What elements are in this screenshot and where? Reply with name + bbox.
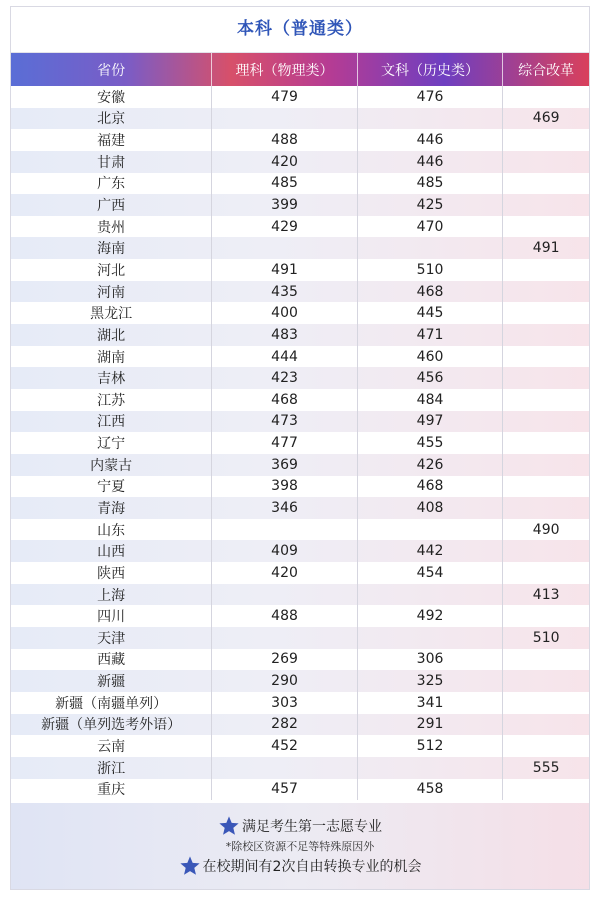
- table-row: [11, 476, 589, 498]
- science-score-cell: 479: [212, 86, 358, 108]
- province-cell: 重庆: [11, 779, 212, 801]
- table-row: [11, 627, 589, 649]
- table-row: [11, 151, 589, 173]
- reform-score-cell: [503, 259, 589, 281]
- arts-score-cell: 425: [358, 194, 504, 216]
- table-row: [11, 735, 589, 757]
- table-row: [11, 302, 589, 324]
- province-cell: 黑龙江: [11, 302, 212, 324]
- arts-score-cell: 454: [358, 562, 504, 584]
- science-score-cell: [212, 519, 358, 541]
- science-score-cell: 473: [212, 411, 358, 433]
- table-row: [11, 779, 589, 801]
- reform-score-cell: [503, 173, 589, 195]
- arts-score-cell: 442: [358, 540, 504, 562]
- table-row: [11, 649, 589, 671]
- arts-score-cell: 408: [358, 497, 504, 519]
- science-score-cell: 409: [212, 540, 358, 562]
- table-row: [11, 497, 589, 519]
- science-score-cell: 399: [212, 194, 358, 216]
- table-row: [11, 519, 589, 541]
- reform-score-cell: [503, 454, 589, 476]
- footer-line-1: [11, 815, 589, 837]
- reform-score-cell: [503, 346, 589, 368]
- science-score-cell: 282: [212, 714, 358, 736]
- science-score-cell: 290: [212, 670, 358, 692]
- footer-line-1-text: 满足考生第一志愿专业: [242, 819, 382, 835]
- province-cell: 上海: [11, 584, 212, 606]
- science-score-cell: 420: [212, 151, 358, 173]
- science-score-cell: 483: [212, 324, 358, 346]
- science-score-cell: 429: [212, 216, 358, 238]
- arts-score-cell: [358, 519, 504, 541]
- reform-score-cell: 413: [532, 586, 560, 603]
- arts-score-cell: 426: [358, 454, 504, 476]
- reform-score-cell: [503, 540, 589, 562]
- table-row: [11, 173, 589, 195]
- reform-score-cell: [503, 324, 589, 346]
- province-cell: 青海: [11, 497, 212, 519]
- reform-score-cell: [503, 151, 589, 173]
- province-cell: 云南: [11, 735, 212, 757]
- province-cell: 江西: [11, 411, 212, 433]
- arts-score-cell: [358, 237, 504, 259]
- table-title: 本科（普通类）: [11, 7, 589, 53]
- arts-score-cell: 471: [358, 324, 504, 346]
- reform-score-cell: [503, 411, 589, 433]
- arts-score-cell: [358, 108, 504, 130]
- table-row: [11, 346, 589, 368]
- province-cell: 西藏: [11, 649, 212, 671]
- arts-score-cell: 456: [358, 367, 504, 389]
- province-cell: 浙江: [11, 757, 212, 779]
- province-cell: 甘肃: [11, 151, 212, 173]
- province-cell: 北京: [11, 108, 212, 130]
- table-row: [11, 194, 589, 216]
- table-row: [11, 367, 589, 389]
- reform-score-cell: [503, 194, 589, 216]
- science-score-cell: 420: [212, 562, 358, 584]
- province-cell: 江苏: [11, 389, 212, 411]
- science-score-cell: 400: [212, 302, 358, 324]
- table-row: [11, 714, 589, 736]
- table-row: [11, 86, 589, 108]
- table-row: [11, 108, 589, 130]
- arts-score-cell: 497: [358, 411, 504, 433]
- province-cell: 吉林: [11, 367, 212, 389]
- science-score-cell: 269: [212, 649, 358, 671]
- table-row: [11, 237, 589, 259]
- province-cell: 山东: [11, 519, 212, 541]
- table-row: [11, 605, 589, 627]
- reform-score-cell: [503, 649, 589, 671]
- province-cell: 安徽: [11, 86, 212, 108]
- province-cell: 河南: [11, 281, 212, 303]
- arts-score-cell: [358, 757, 504, 779]
- science-score-cell: [212, 237, 358, 259]
- province-cell: 天津: [11, 627, 212, 649]
- province-cell: 湖北: [11, 324, 212, 346]
- star-icon: [218, 815, 240, 837]
- arts-score-cell: 455: [358, 432, 504, 454]
- science-score-cell: [212, 757, 358, 779]
- arts-score-cell: 512: [358, 735, 504, 757]
- science-score-cell: 488: [212, 129, 358, 151]
- reform-score-cell: [503, 476, 589, 498]
- footer-line-3: [11, 855, 589, 877]
- province-cell: 内蒙古: [11, 454, 212, 476]
- arts-score-cell: 325: [358, 670, 504, 692]
- science-score-cell: 468: [212, 389, 358, 411]
- province-cell: 贵州: [11, 216, 212, 238]
- science-score-cell: 485: [212, 173, 358, 195]
- province-cell: 广东: [11, 173, 212, 195]
- reform-score-cell: [503, 605, 589, 627]
- table-row: [11, 324, 589, 346]
- table-row: [11, 692, 589, 714]
- science-score-cell: 477: [212, 432, 358, 454]
- reform-score-cell: [503, 735, 589, 757]
- reform-score-cell: 491: [532, 240, 560, 257]
- reform-score-cell: [503, 714, 589, 736]
- province-cell: 广西: [11, 194, 212, 216]
- reform-score-cell: [503, 129, 589, 151]
- table-row: [11, 411, 589, 433]
- table-body: [11, 86, 589, 800]
- arts-score-cell: 476: [358, 86, 504, 108]
- science-score-cell: [212, 108, 358, 130]
- footer-line-3-text: 在校期间有2次自由转换专业的机会: [202, 859, 422, 875]
- reform-score-cell: [503, 389, 589, 411]
- science-score-cell: 346: [212, 497, 358, 519]
- table-row: [11, 670, 589, 692]
- arts-score-cell: 291: [358, 714, 504, 736]
- reform-score-cell: 469: [532, 110, 560, 127]
- reform-score-cell: [503, 670, 589, 692]
- science-score-cell: 452: [212, 735, 358, 757]
- table-row: [11, 259, 589, 281]
- header-reform: 综合改革: [518, 62, 575, 79]
- province-cell: 新疆（南疆单列）: [11, 692, 212, 714]
- arts-score-cell: 445: [358, 302, 504, 324]
- province-cell: 宁夏: [11, 476, 212, 498]
- science-score-cell: 488: [212, 605, 358, 627]
- province-cell: 河北: [11, 259, 212, 281]
- arts-score-cell: 341: [358, 692, 504, 714]
- footer-line-2: *除校区资源不足等特殊原因外: [225, 840, 375, 853]
- reform-score-cell: 510: [532, 629, 560, 646]
- table-row: [11, 584, 589, 606]
- star-icon: [179, 855, 201, 877]
- reform-score-cell: [503, 367, 589, 389]
- province-cell: 陕西: [11, 562, 212, 584]
- province-cell: 四川: [11, 605, 212, 627]
- province-cell: 山西: [11, 540, 212, 562]
- arts-score-cell: 485: [358, 173, 504, 195]
- table-header: [11, 53, 589, 86]
- arts-score-cell: 484: [358, 389, 504, 411]
- science-score-cell: 457: [212, 779, 358, 801]
- province-cell: 湖南: [11, 346, 212, 368]
- table-row: [11, 454, 589, 476]
- arts-score-cell: 470: [358, 216, 504, 238]
- reform-score-cell: [503, 562, 589, 584]
- table-row: [11, 432, 589, 454]
- reform-score-cell: 490: [532, 521, 560, 538]
- reform-score-cell: [503, 216, 589, 238]
- science-score-cell: [212, 584, 358, 606]
- arts-score-cell: 468: [358, 281, 504, 303]
- arts-score-cell: 460: [358, 346, 504, 368]
- reform-score-cell: [503, 497, 589, 519]
- science-score-cell: 369: [212, 454, 358, 476]
- arts-score-cell: 468: [358, 476, 504, 498]
- arts-score-cell: 458: [358, 779, 504, 801]
- table-row: [11, 389, 589, 411]
- arts-score-cell: [358, 627, 504, 649]
- arts-score-cell: 306: [358, 649, 504, 671]
- score-table-card: [10, 6, 590, 890]
- reform-score-cell: 555: [532, 759, 560, 776]
- reform-score-cell: [503, 432, 589, 454]
- province-cell: 海南: [11, 237, 212, 259]
- reform-score-cell: [503, 692, 589, 714]
- province-cell: 新疆: [11, 670, 212, 692]
- province-cell: 福建: [11, 129, 212, 151]
- arts-score-cell: 446: [358, 151, 504, 173]
- science-score-cell: 423: [212, 367, 358, 389]
- header-science: 理科（物理类）: [212, 53, 358, 86]
- science-score-cell: 398: [212, 476, 358, 498]
- reform-score-cell: [503, 281, 589, 303]
- table-row: [11, 540, 589, 562]
- arts-score-cell: 510: [358, 259, 504, 281]
- table-row: [11, 757, 589, 779]
- table-row: [11, 129, 589, 151]
- table-row: [11, 562, 589, 584]
- table-row: [11, 216, 589, 238]
- science-score-cell: 303: [212, 692, 358, 714]
- science-score-cell: [212, 627, 358, 649]
- reform-score-cell: [503, 86, 589, 108]
- science-score-cell: 435: [212, 281, 358, 303]
- province-cell: 辽宁: [11, 432, 212, 454]
- arts-score-cell: 446: [358, 129, 504, 151]
- header-province: 省份: [11, 53, 212, 86]
- header-arts: 文科（历史类）: [358, 53, 504, 86]
- reform-score-cell: [503, 779, 589, 801]
- table-row: [11, 281, 589, 303]
- science-score-cell: 491: [212, 259, 358, 281]
- science-score-cell: 444: [212, 346, 358, 368]
- province-cell: 新疆（单列选考外语）: [11, 714, 212, 736]
- footer-notes: [11, 803, 589, 889]
- reform-score-cell: [503, 302, 589, 324]
- arts-score-cell: [358, 584, 504, 606]
- arts-score-cell: 492: [358, 605, 504, 627]
